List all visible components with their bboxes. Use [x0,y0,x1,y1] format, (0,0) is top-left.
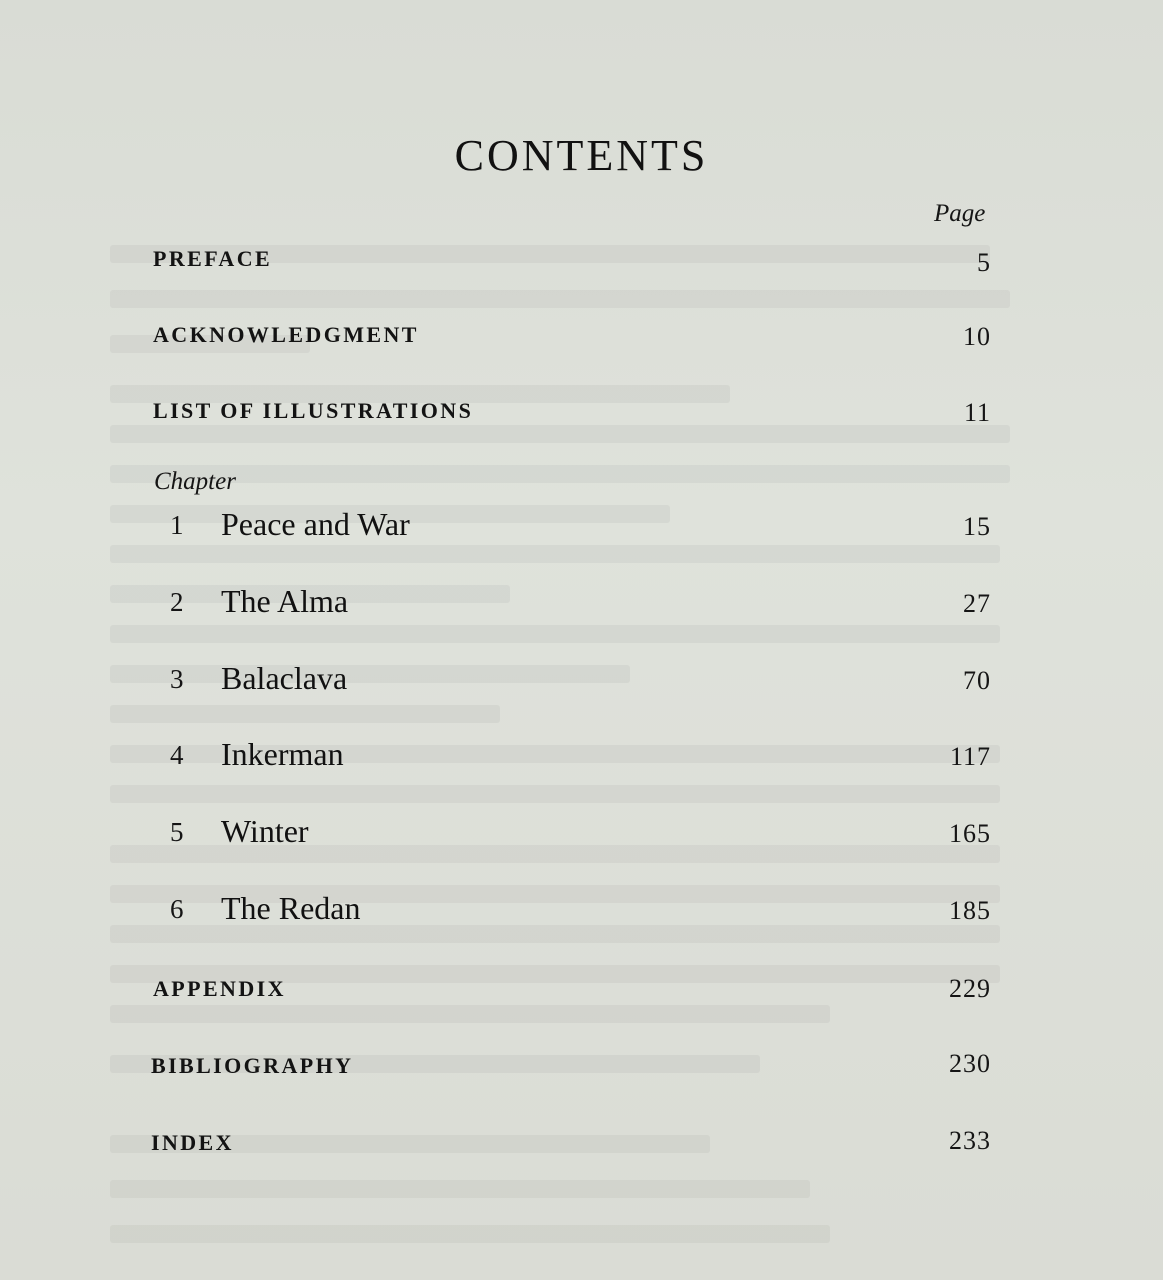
toc-entry-preface[interactable] [0,246,1163,286]
chapter-number: 5 [170,817,184,847]
toc-entry-chapter-4[interactable] [0,736,1163,776]
entry-label: BIBLIOGRAPHY [151,1053,354,1078]
entry-label: LIST OF ILLUSTRATIONS [153,398,474,423]
toc-entry-bibliography[interactable] [0,1049,1163,1093]
entry-page: 117 [949,742,991,771]
entry-page: 185 [949,896,991,925]
entry-label: ACKNOWLEDGMENT [153,322,419,347]
toc-entry-list-of-illustrations[interactable] [0,398,1163,438]
toc-entry-acknowledgment[interactable] [0,322,1163,362]
entry-page: 233 [949,1126,991,1155]
entry-page: 5 [977,248,991,277]
entry-page: 10 [963,322,991,351]
chapter-column-label: Chapter [154,468,236,495]
entry-label: PREFACE [153,246,273,271]
page-column-label: Page [934,200,986,227]
chapter-number: 4 [170,740,184,770]
chapter-title: Peace and War [221,506,410,542]
chapter-number: 3 [170,664,184,694]
toc-entry-chapter-1[interactable] [0,506,1163,546]
chapter-title: Winter [221,813,309,849]
entry-label: INDEX [151,1130,234,1155]
chapter-title: Balaclava [221,660,348,696]
entry-page: 15 [963,512,991,541]
chapter-title: Inkerman [221,736,344,772]
entry-page: 27 [963,589,991,618]
toc-entry-index[interactable] [0,1126,1163,1170]
entry-page: 70 [963,666,991,695]
entry-label: APPENDIX [153,976,286,1001]
chapter-number: 2 [170,587,184,617]
entry-page: 230 [949,1049,991,1078]
toc-entry-chapter-3[interactable] [0,660,1163,700]
entry-page: 229 [949,974,991,1003]
chapter-number: 1 [170,510,184,540]
toc-entry-chapter-5[interactable] [0,813,1163,853]
toc-entry-chapter-6[interactable] [0,890,1163,930]
chapter-title: The Alma [221,583,349,619]
chapter-title: The Redan [221,890,361,926]
contents-heading: CONTENTS [454,131,709,180]
toc-entry-appendix[interactable] [0,976,1163,1016]
entry-page: 165 [949,819,991,848]
entry-page: 11 [963,398,991,427]
chapter-number: 6 [170,894,184,924]
toc-entry-chapter-2[interactable] [0,583,1163,623]
